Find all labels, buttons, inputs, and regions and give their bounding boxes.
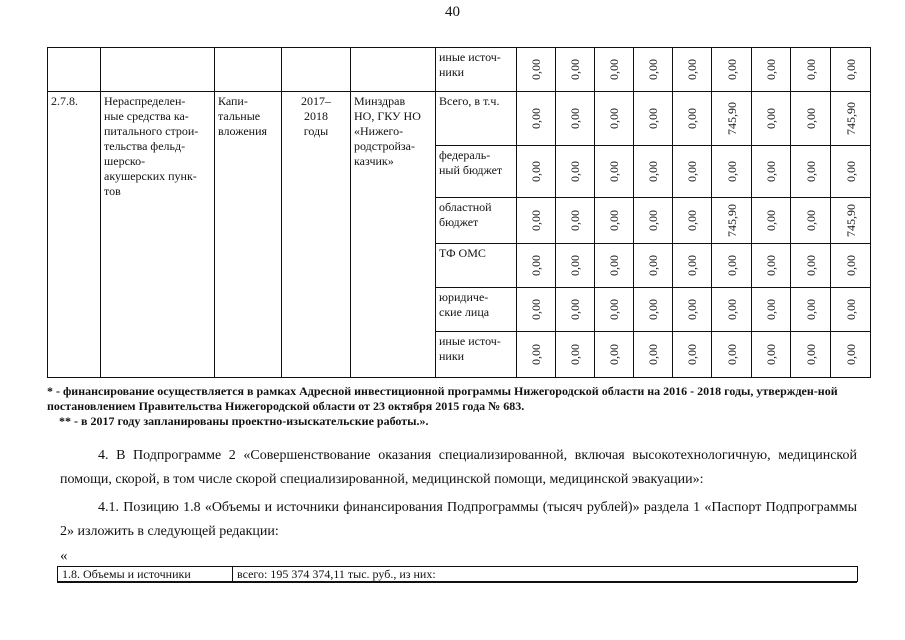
amount-value: 0,00 bbox=[646, 59, 660, 80]
amount-cell bbox=[595, 198, 634, 244]
amount-value: 0,00 bbox=[607, 59, 621, 80]
amount-value: 0,00 bbox=[803, 344, 818, 365]
funding-source: Всего, в т.ч. bbox=[439, 94, 500, 108]
footnotes bbox=[47, 384, 870, 429]
funding-source-cell bbox=[436, 288, 517, 332]
amount-value: 0,00 bbox=[646, 255, 660, 276]
amount-cell bbox=[517, 92, 556, 146]
amount-cell bbox=[752, 92, 791, 146]
amount-cell bbox=[831, 288, 871, 332]
funding-source: иные источ- ники bbox=[439, 334, 501, 363]
amount-value: 0,00 bbox=[607, 344, 621, 365]
amount-cell bbox=[595, 92, 634, 146]
amount-cell bbox=[634, 92, 673, 146]
amount-value: 745,90 bbox=[843, 204, 858, 237]
amount-cell bbox=[595, 332, 634, 378]
funding-source-cell bbox=[436, 146, 517, 198]
amount-cell bbox=[634, 48, 673, 92]
executor: Минздрав НО, ГКУ НО «Нижего- родстройза- казчик» bbox=[354, 94, 421, 168]
footnote-2: ** - в 2017 году запланированы проектно-изыскательские работы.». bbox=[59, 414, 429, 428]
amount-cell bbox=[791, 332, 831, 378]
item-code-cell bbox=[48, 92, 101, 378]
amount-value: 0,00 bbox=[724, 344, 739, 365]
amount-value: 0,00 bbox=[843, 161, 858, 182]
amount-cell bbox=[673, 48, 712, 92]
amount-value: 0,00 bbox=[568, 299, 582, 320]
amount-value: 0,00 bbox=[724, 255, 739, 276]
amount-value: 0,00 bbox=[607, 299, 621, 320]
amount-value: 0,00 bbox=[568, 108, 582, 129]
amount-cell bbox=[752, 244, 791, 288]
amount-value: 0,00 bbox=[843, 299, 858, 320]
amount-value: 0,00 bbox=[568, 161, 582, 182]
amount-value: 0,00 bbox=[607, 108, 621, 129]
amount-cell bbox=[712, 332, 752, 378]
amount-cell bbox=[712, 288, 752, 332]
amount-value: 0,00 bbox=[764, 299, 778, 320]
funding-source: областной бюджет bbox=[439, 200, 492, 229]
amount-value: 0,00 bbox=[685, 210, 699, 231]
amount-cell bbox=[634, 198, 673, 244]
amount-cell bbox=[791, 48, 831, 92]
item-code: 2.7.8. bbox=[51, 94, 78, 108]
amount-cell bbox=[517, 332, 556, 378]
amount-cell bbox=[752, 48, 791, 92]
amount-value: 0,00 bbox=[803, 161, 818, 182]
amount-cell bbox=[517, 198, 556, 244]
passport-value: всего: 195 374 374,11 тыс. руб., из них: bbox=[233, 567, 858, 582]
amount-value: 0,00 bbox=[529, 299, 543, 320]
amount-value: 745,90 bbox=[724, 204, 739, 237]
amount-value: 0,00 bbox=[529, 161, 543, 182]
amount-cell bbox=[673, 198, 712, 244]
amount-value: 0,00 bbox=[685, 59, 699, 80]
implementation-period-cell bbox=[282, 92, 351, 378]
amount-cell bbox=[752, 288, 791, 332]
funding-source-cell bbox=[436, 198, 517, 244]
amount-cell bbox=[712, 48, 752, 92]
amount-cell bbox=[595, 146, 634, 198]
empty-cell bbox=[351, 48, 436, 92]
amount-value: 745,90 bbox=[843, 102, 858, 135]
amount-cell bbox=[673, 288, 712, 332]
budget-table bbox=[47, 47, 871, 378]
amount-value: 0,00 bbox=[685, 344, 699, 365]
amount-value: 0,00 bbox=[529, 344, 543, 365]
amount-cell bbox=[712, 146, 752, 198]
amount-value: 0,00 bbox=[843, 255, 858, 276]
amount-value: 0,00 bbox=[607, 255, 621, 276]
amount-value: 0,00 bbox=[646, 344, 660, 365]
empty-cell bbox=[101, 48, 215, 92]
amount-value: 0,00 bbox=[764, 161, 778, 182]
amount-value: 0,00 bbox=[685, 108, 699, 129]
implementation-period: 2017– 2018 годы bbox=[301, 94, 331, 138]
expense-type: Капи- тальные вложения bbox=[218, 94, 268, 138]
amount-cell bbox=[752, 198, 791, 244]
funding-source-cell bbox=[436, 92, 517, 146]
amount-value: 0,00 bbox=[529, 255, 543, 276]
executor-cell bbox=[351, 92, 436, 378]
amount-value: 0,00 bbox=[607, 210, 621, 231]
amount-cell bbox=[712, 198, 752, 244]
amount-value: 0,00 bbox=[646, 108, 660, 129]
passport-label: 1.8. Объемы и источники bbox=[58, 567, 233, 582]
amount-cell bbox=[556, 198, 595, 244]
amount-cell bbox=[634, 146, 673, 198]
amount-cell bbox=[556, 332, 595, 378]
amount-cell bbox=[595, 48, 634, 92]
funding-source: федераль- ный бюджет bbox=[439, 148, 503, 177]
amount-cell bbox=[673, 332, 712, 378]
amount-cell bbox=[517, 288, 556, 332]
item-name-cell bbox=[101, 92, 215, 378]
amount-cell bbox=[556, 48, 595, 92]
amount-cell bbox=[634, 288, 673, 332]
passport-row bbox=[58, 567, 858, 582]
funding-source: иные источ- ники bbox=[439, 50, 501, 79]
amount-cell bbox=[556, 244, 595, 288]
amount-value: 0,00 bbox=[529, 210, 543, 231]
empty-cell bbox=[48, 48, 101, 92]
amount-value: 0,00 bbox=[607, 161, 621, 182]
amount-value: 0,00 bbox=[568, 210, 582, 231]
amount-value: 0,00 bbox=[685, 255, 699, 276]
amount-value: 0,00 bbox=[568, 255, 582, 276]
funding-source: ТФ ОМС bbox=[439, 246, 486, 260]
amount-value: 0,00 bbox=[724, 299, 739, 320]
amount-value: 0,00 bbox=[568, 344, 582, 365]
item-name: Нераспределен- ные средства ка- питального строи- тельства фельд- шерско- акушерских пунк- тов bbox=[104, 94, 199, 198]
amount-value: 0,00 bbox=[764, 59, 778, 80]
amount-value: 0,00 bbox=[724, 59, 739, 80]
amount-cell bbox=[517, 146, 556, 198]
amount-value: 0,00 bbox=[803, 299, 818, 320]
amount-cell bbox=[517, 48, 556, 92]
amount-cell bbox=[831, 48, 871, 92]
amount-cell bbox=[673, 244, 712, 288]
amount-value: 0,00 bbox=[803, 108, 818, 129]
amount-value: 0,00 bbox=[529, 108, 543, 129]
amount-value: 0,00 bbox=[568, 59, 582, 80]
amount-value: 0,00 bbox=[764, 255, 778, 276]
amount-cell bbox=[673, 92, 712, 146]
paragraph-subprogram-2: 4. В Подпрограмме 2 «Совершенствование оказания специализированной, включая высокотехнологичную, медицинской помощи, скорой, в том числе скорой специализированной, медицинской помощи, медицинской эвакуации»: bbox=[60, 448, 857, 487]
amount-cell bbox=[595, 244, 634, 288]
amount-cell bbox=[556, 288, 595, 332]
amount-cell bbox=[517, 244, 556, 288]
amount-value: 0,00 bbox=[685, 161, 699, 182]
funding-source: юридиче- ские лица bbox=[439, 290, 490, 319]
amount-value: 0,00 bbox=[764, 108, 778, 129]
amount-cell bbox=[712, 244, 752, 288]
amount-cell bbox=[831, 244, 871, 288]
expense-type-cell bbox=[215, 92, 282, 378]
amount-cell bbox=[791, 198, 831, 244]
amount-cell bbox=[831, 146, 871, 198]
amount-value: 0,00 bbox=[764, 344, 778, 365]
paragraph-position-1-8: 4.1. Позицию 1.8 «Объемы и источники финансирования Подпрограммы (тысяч рублей)» раздела 1 «Паспорт Подпрограммы 2» изложить в следующей редакции: bbox=[60, 500, 857, 539]
table-row bbox=[48, 48, 871, 92]
amount-cell bbox=[791, 288, 831, 332]
amount-value: 0,00 bbox=[843, 344, 858, 365]
table-row bbox=[48, 92, 871, 146]
amount-cell bbox=[831, 198, 871, 244]
amount-cell bbox=[556, 92, 595, 146]
amount-cell bbox=[791, 146, 831, 198]
amount-cell bbox=[634, 332, 673, 378]
funding-source-cell bbox=[436, 332, 517, 378]
amount-cell bbox=[791, 92, 831, 146]
amount-cell bbox=[634, 244, 673, 288]
passport-table bbox=[57, 566, 858, 582]
amount-cell bbox=[752, 146, 791, 198]
amount-value: 0,00 bbox=[646, 299, 660, 320]
amount-value: 0,00 bbox=[843, 59, 858, 80]
amount-value: 0,00 bbox=[803, 210, 818, 231]
amount-cell bbox=[831, 332, 871, 378]
amount-value: 0,00 bbox=[764, 210, 778, 231]
amount-cell bbox=[595, 288, 634, 332]
empty-cell bbox=[282, 48, 351, 92]
amount-value: 0,00 bbox=[646, 210, 660, 231]
amount-value: 0,00 bbox=[646, 161, 660, 182]
amount-value: 745,90 bbox=[724, 102, 739, 135]
amount-value: 0,00 bbox=[685, 299, 699, 320]
amount-value: 0,00 bbox=[803, 59, 818, 80]
amount-value: 0,00 bbox=[529, 59, 543, 80]
page-number: 40 bbox=[445, 4, 460, 20]
amount-value: 0,00 bbox=[724, 161, 739, 182]
amount-cell bbox=[712, 92, 752, 146]
funding-source-cell bbox=[436, 244, 517, 288]
passport-bottom-rule bbox=[57, 582, 857, 585]
funding-source-cell bbox=[436, 48, 517, 92]
empty-cell bbox=[215, 48, 282, 92]
opening-quote: « bbox=[60, 548, 68, 564]
amount-cell bbox=[752, 332, 791, 378]
amount-cell bbox=[556, 146, 595, 198]
amount-value: 0,00 bbox=[803, 255, 818, 276]
footnote-1: * - финансирование осуществляется в рамках Адресной инвестиционной программы Нижегородской области на 2016 - 2018 годы, утвержден-ной постановлением Правительства Нижегородской области от 23 октября 2015 года № 683. bbox=[47, 384, 838, 413]
amount-cell bbox=[791, 244, 831, 288]
amount-cell bbox=[673, 146, 712, 198]
amount-cell bbox=[831, 92, 871, 146]
